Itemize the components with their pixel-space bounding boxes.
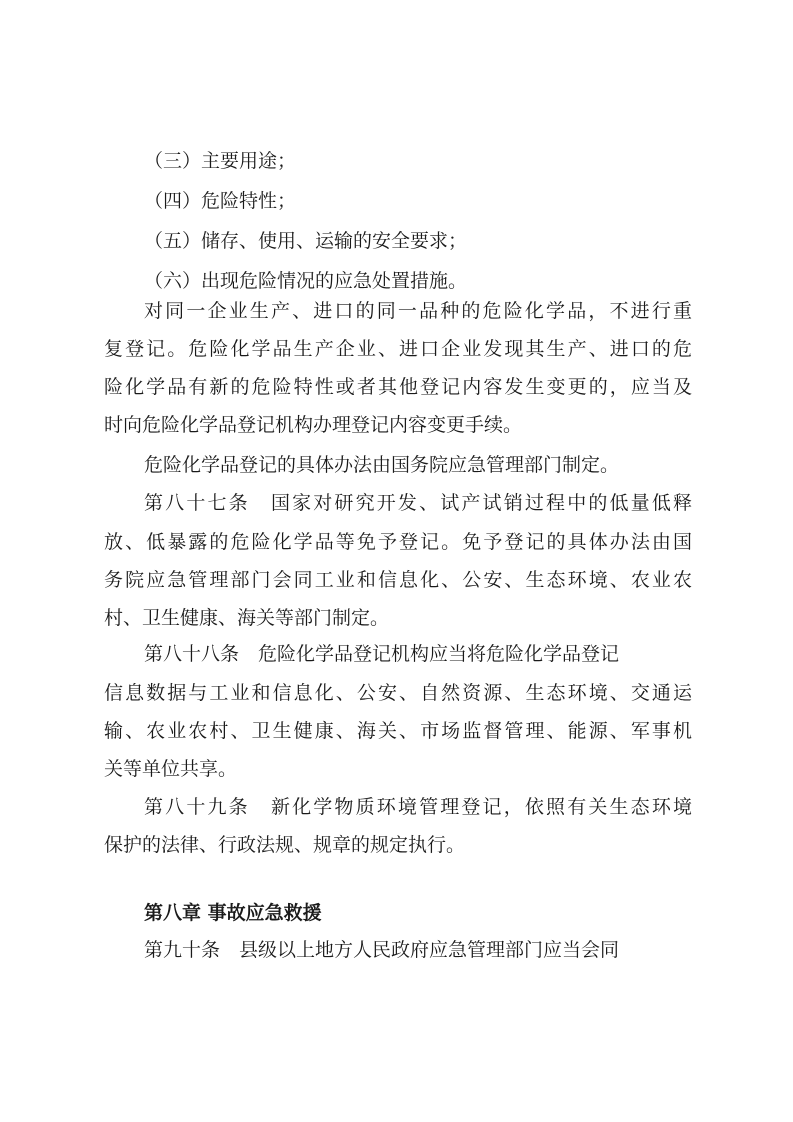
article88-line-4: 关等单位共享。	[104, 758, 238, 780]
article89-line-2: 保护的法律、行政法规、规章的规定执行。	[104, 834, 466, 856]
para1-line-1: 对同一企业生产、进口的同一品种的危险化学品，不进行重	[144, 300, 692, 322]
article88-line-1: 第八十八条 危险化学品登记机构应当将危险化学品登记	[144, 643, 620, 665]
article87-line-3: 务院应急管理部门会同工业和信息化、公安、生态环境、农业农	[104, 569, 692, 591]
chapter-title: 第八章 事故应急救援	[144, 902, 322, 924]
para2-line-1: 危险化学品登记的具体办法由国务院应急管理部门制定。	[144, 454, 620, 476]
list-item-6: （六）出现危险情况的应急处置措施。	[144, 270, 468, 292]
article87-line-4: 村、卫生健康、海关等部门制定。	[104, 607, 390, 629]
para1-line-2: 复登记。危险化学品生产企业、进口企业发现其生产、进口的危	[104, 338, 692, 360]
article88-line-2: 信息数据与工业和信息化、公安、自然资源、生态环境、交通运	[104, 682, 692, 704]
article88-line-3: 输、农业农村、卫生健康、海关、市场监督管理、能源、军事机	[104, 720, 692, 742]
list-item-3: （三）主要用途；	[144, 150, 297, 172]
article90-line-1: 第九十条 县级以上地方人民政府应急管理部门应当会同	[144, 939, 620, 961]
article87-line-1: 第八十七条 国家对研究开发、试产试销过程中的低量低释	[144, 492, 692, 514]
para1-line-4: 时向危险化学品登记机构办理登记内容变更手续。	[104, 414, 523, 436]
article89-line-1: 第八十九条 新化学物质环境管理登记，依照有关生态环境	[144, 796, 692, 818]
list-item-4: （四）危险特性；	[144, 190, 297, 212]
article87-line-2: 放、低暴露的危险化学品等免予登记。免予登记的具体办法由国	[104, 531, 692, 553]
list-item-5: （五）储存、使用、运输的安全要求；	[144, 230, 468, 252]
para1-line-3: 险化学品有新的危险特性或者其他登记内容发生变更的，应当及	[104, 376, 692, 398]
